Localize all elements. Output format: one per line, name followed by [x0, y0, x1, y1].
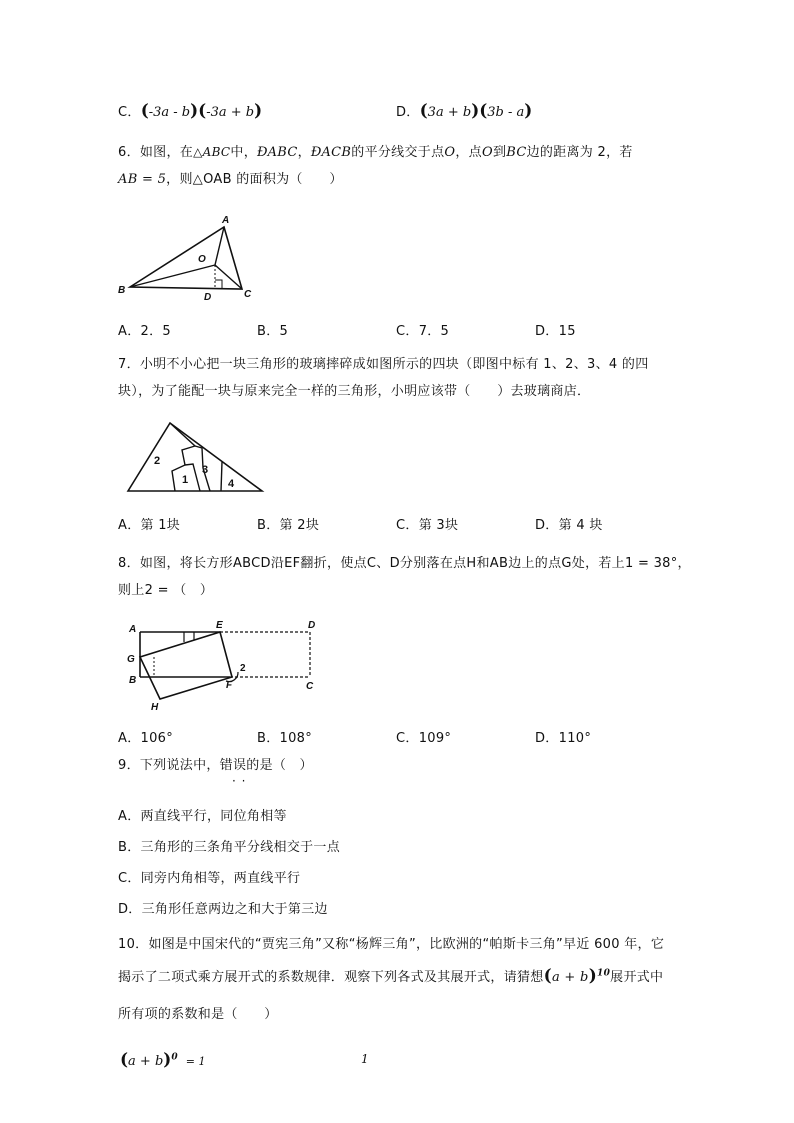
option-label: C．: [118, 105, 141, 120]
q10-expansion-row0: $(a + b)^0 = 1$: [120, 1050, 206, 1070]
piece-2-label: 2: [154, 455, 161, 467]
label-A: A: [222, 215, 230, 226]
emphasis-dots: · ·: [232, 774, 247, 788]
q6-stem-line2: AB = 5，则△OAB 的面积为（ ）: [118, 172, 343, 187]
factor: -3a + b: [206, 105, 255, 120]
label-D: D: [308, 620, 316, 631]
label-B: B: [129, 675, 137, 686]
label-E: E: [216, 620, 223, 631]
q7-option-b[interactable]: B．第 2块: [257, 518, 320, 533]
q10-stem-line1: 10．如图是中国宋代的“贾宪三角”又称“杨辉三角”，比欧洲的“帕斯卡三角”早近 600 年，它: [118, 937, 665, 952]
q6-stem-line1: 6．如图，在△ABC中，ÐABC，ÐACB的平分线交于点O，点O到BC边的距离为 2，若: [118, 145, 633, 160]
q6-option-a[interactable]: A．2．5: [118, 324, 171, 339]
q9-option-b[interactable]: B．三角形的三条角平分线相交于一点: [118, 840, 341, 855]
q9-option-d[interactable]: D．三角形任意两边之和大于第三边: [118, 902, 328, 917]
piece-1-label: 1: [182, 474, 189, 486]
label-C: C: [306, 681, 314, 692]
triangle-row0: 1: [361, 1052, 369, 1066]
q5-option-c[interactable]: C．(-3a - b)(-3a + b): [118, 101, 263, 121]
q10-stem-line2: 揭示了二项式乘方展开式的系数规律．观察下列各式及其展开式，请猜想$(a + b)^{10}$展开式中: [118, 966, 664, 986]
q6-option-c[interactable]: C．7．5: [396, 324, 450, 339]
label-D: D: [204, 292, 212, 303]
label-O: O: [198, 254, 206, 265]
factor: 3b - a: [487, 105, 525, 120]
label-A: A: [129, 624, 137, 635]
q8-folded-rectangle-figure: [120, 615, 320, 715]
factor: 3a + b: [427, 105, 472, 120]
piece-3-label: 3: [202, 464, 209, 476]
label-B: B: [118, 285, 126, 296]
q7-option-a[interactable]: A．第 1块: [118, 518, 181, 533]
q5-option-d[interactable]: D．(3a + b)(3b - a): [396, 101, 533, 121]
factor: -3a - b: [148, 105, 191, 120]
q10-stem-line3: 所有项的系数和是（ ）: [118, 1007, 278, 1022]
q8-stem-line2: 则上2 = （ ）: [118, 583, 214, 598]
q9-option-c[interactable]: C．同旁内角相等，两直线平行: [118, 871, 301, 886]
label-2: 2: [240, 663, 246, 674]
q8-option-c[interactable]: C．109°: [396, 731, 452, 746]
q8-option-b[interactable]: B．108°: [257, 731, 313, 746]
q8-option-d[interactable]: D．110°: [535, 731, 592, 746]
q7-option-c[interactable]: C．第 3块: [396, 518, 459, 533]
q7-stem-line2: 块），为了能配一块与原来完全一样的三角形，小明应该带（ ）去玻璃商店．: [118, 384, 591, 399]
option-label: D．: [396, 105, 420, 120]
q6-option-b[interactable]: B．5: [257, 324, 289, 339]
label-H: H: [151, 702, 159, 713]
q7-option-d[interactable]: D．第 4 块: [535, 518, 603, 533]
piece-4-label: 4: [228, 478, 235, 490]
q7-stem-line1: 7．小明不小心把一块三角形的玻璃摔碎成如图所示的四块（即图中标有 1、2、3、4 的四: [118, 357, 649, 372]
q6-triangle-figure: [110, 210, 270, 305]
q9-option-a[interactable]: A．两直线平行，同位角相等: [118, 809, 287, 824]
q8-option-a[interactable]: A．106°: [118, 731, 174, 746]
label-F: F: [226, 680, 233, 691]
q7-broken-glass-figure: [120, 418, 270, 498]
label-G: G: [127, 654, 135, 665]
q9-stem: 9．下列说法中，错误的是（ ）: [118, 758, 313, 773]
label-C: C: [244, 289, 252, 300]
q6-option-d[interactable]: D．15: [535, 324, 576, 339]
q8-stem-line1: 8．如图，将长方形ABCD沿EF翻折，使点C、D分别落在点H和AB边上的点G处，若上1 = 38°，: [118, 556, 691, 571]
